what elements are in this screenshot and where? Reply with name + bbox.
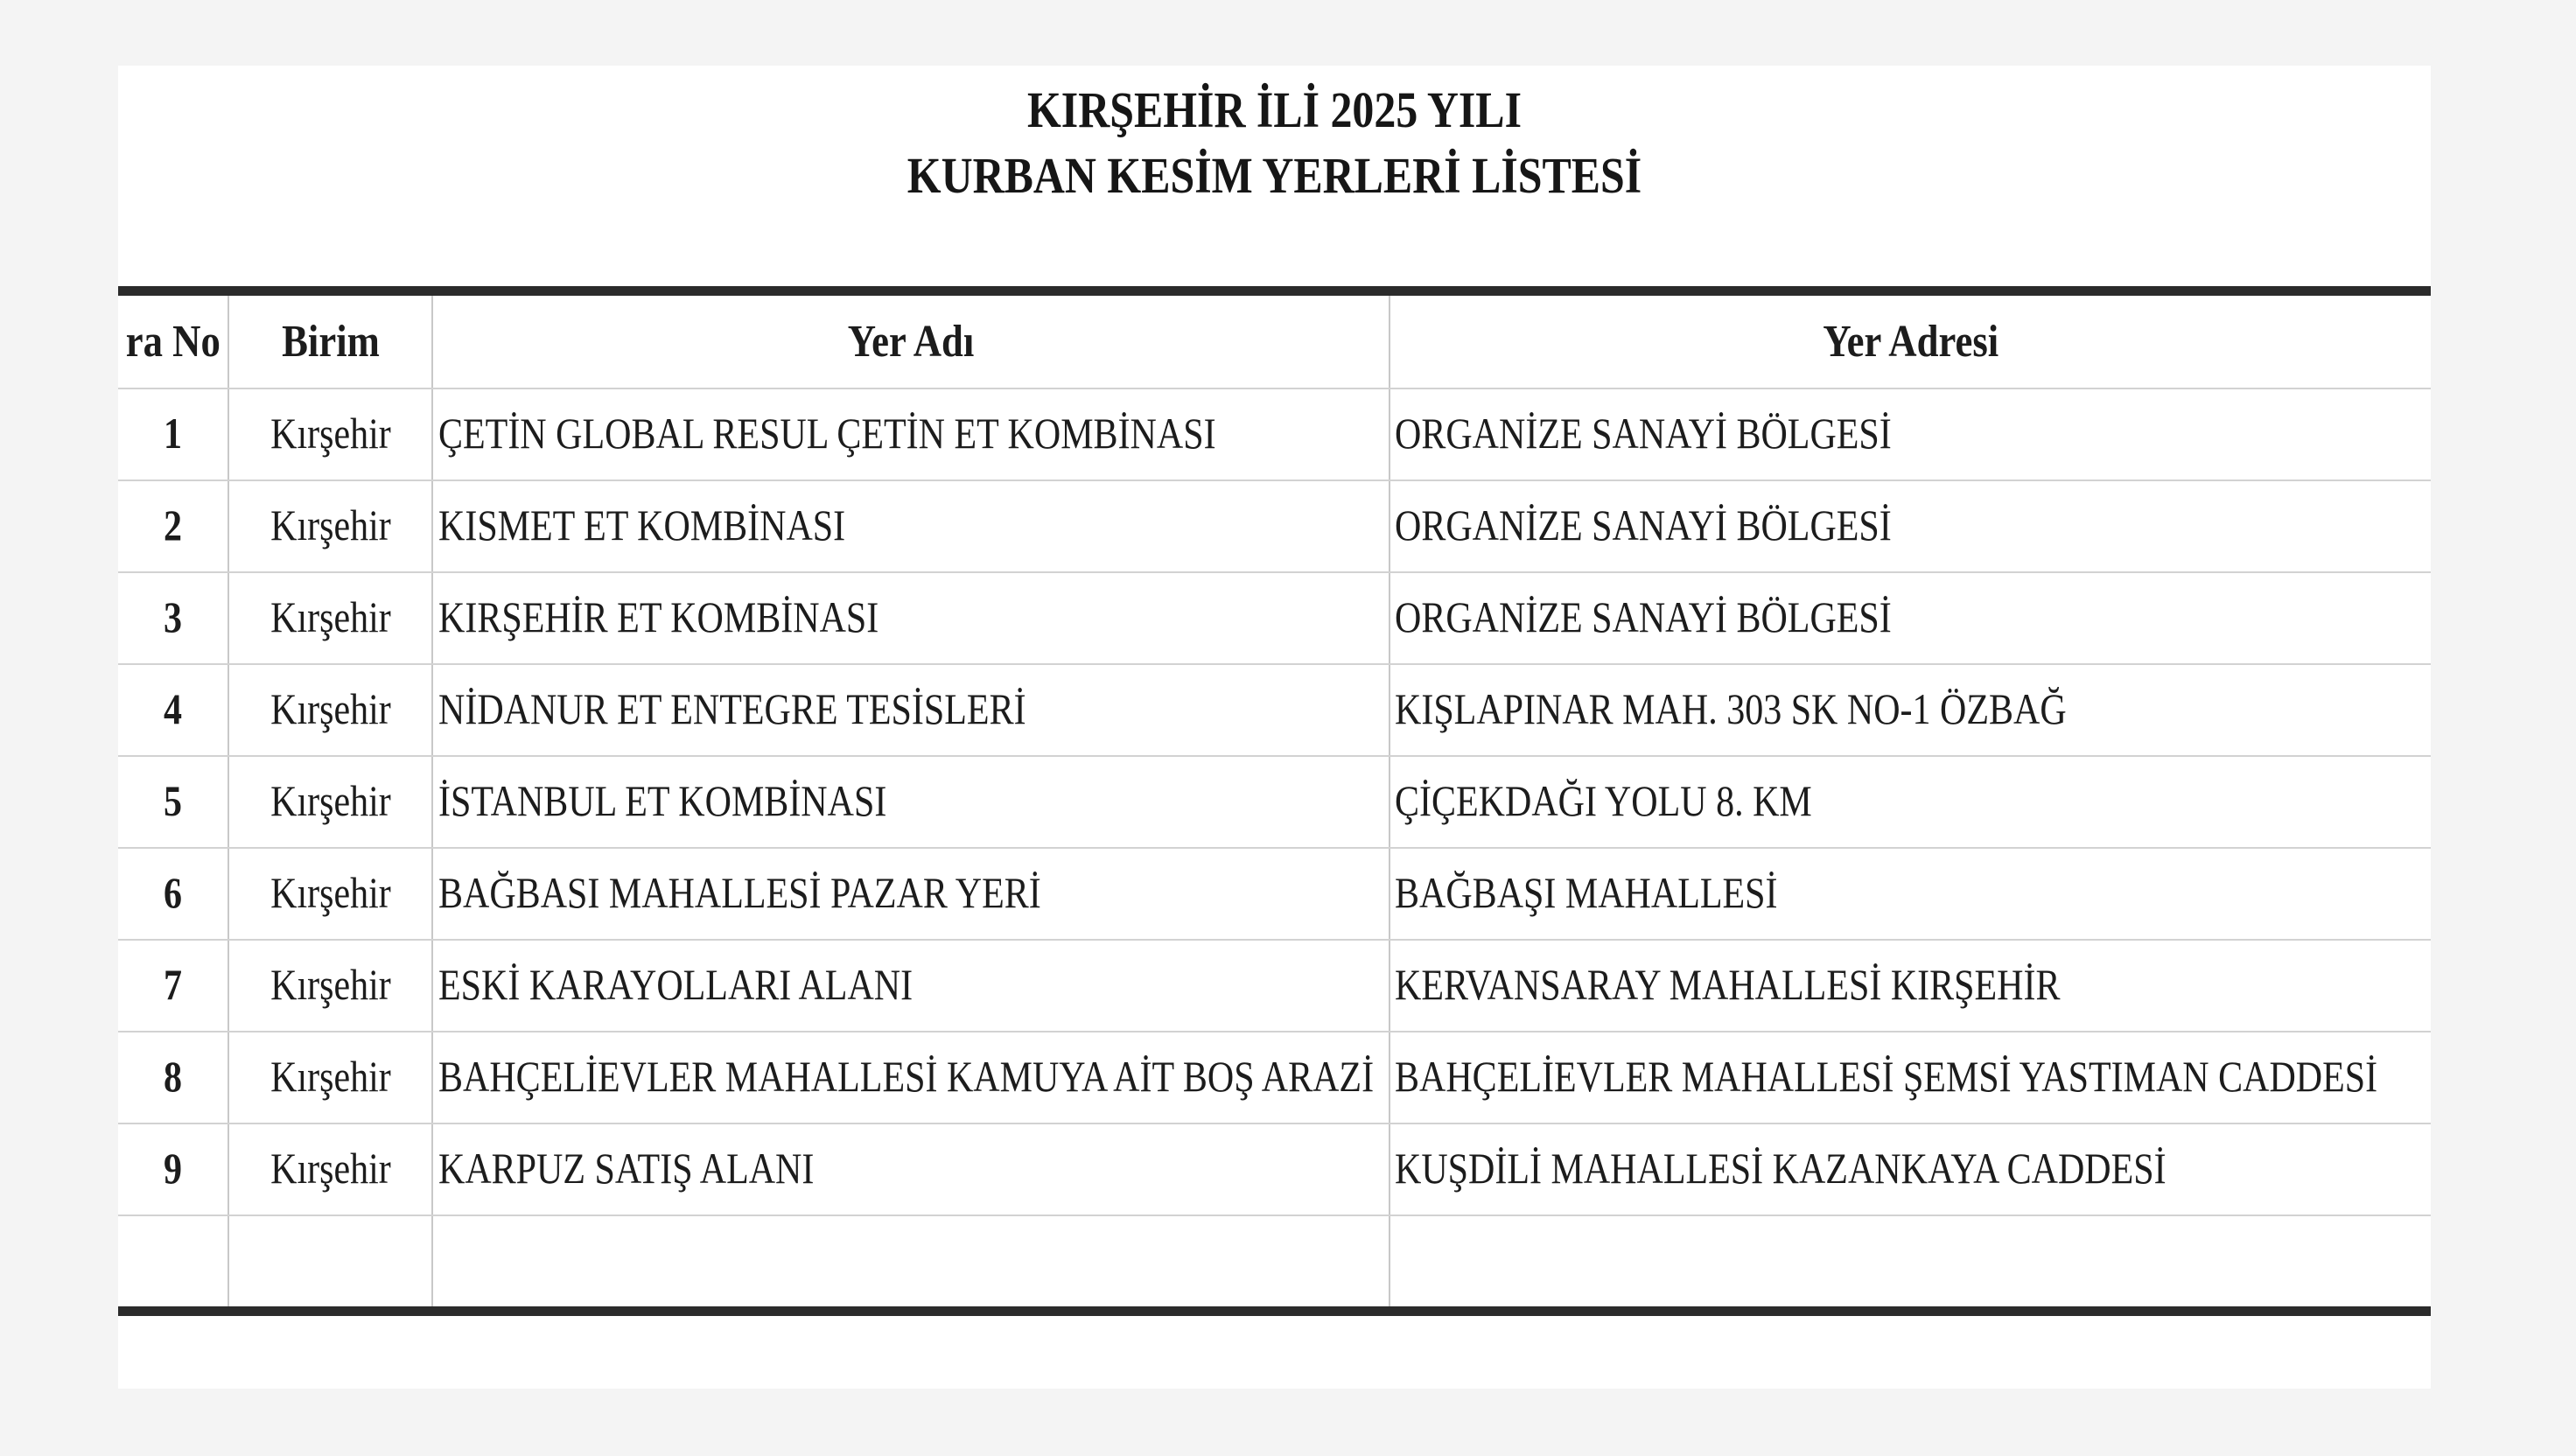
cell-sira-no: 9 [164,1144,182,1193]
cell-sira-no: 8 [164,1052,182,1101]
cell-sira-no: 5 [164,776,182,825]
table-row [118,388,2431,480]
cell-yer-adresi: ÇİÇEKDAĞI YOLU 8. KM [1395,776,1812,825]
cell-sira-no: 2 [164,500,182,550]
cell-yer-adi: BAĞBASI MAHALLESİ PAZAR YERİ [438,868,1041,917]
table-row [118,755,2431,847]
cell-yer-adresi: ORGANİZE SANAYİ BÖLGESİ [1395,500,1892,550]
cell-sira-no: 4 [164,684,182,733]
row-divider [118,1214,2431,1216]
cell-birim: Kırşehir [270,592,391,641]
table-row [118,847,2431,939]
table-row [118,1031,2431,1123]
table-row [118,480,2431,571]
cell-birim: Kırşehir [270,960,391,1009]
table-row [118,1123,2431,1214]
table-row [118,939,2431,1031]
table-row [118,571,2431,663]
cell-yer-adi: ÇETİN GLOBAL RESUL ÇETİN ET KOMBİNASI [438,409,1216,458]
cell-birim: Kırşehir [270,776,391,825]
cell-sira-no: 3 [164,592,182,641]
table-bottom-rule [118,1306,2431,1316]
cell-yer-adresi: BAĞBAŞI MAHALLESİ [1395,868,1778,917]
cell-sira-no: 1 [164,409,182,458]
cell-yer-adi: BAHÇELİEVLER MAHALLESİ KAMUYA AİT BOŞ ARAZİ [438,1052,1375,1101]
cell-birim: Kırşehir [270,684,391,733]
cell-yer-adi: KARPUZ SATIŞ ALANI [438,1144,815,1193]
cell-yer-adi: İSTANBUL ET KOMBİNASI [438,776,887,825]
cell-yer-adresi: BAHÇELİEVLER MAHALLESİ ŞEMSİ YASTIMAN CADDESİ [1395,1052,2378,1101]
table-top-rule [118,286,2431,296]
cell-sira-no: 6 [164,868,182,917]
cell-yer-adi: NİDANUR ET ENTEGRE TESİSLERİ [438,684,1026,733]
header-sira-no: ra No [125,317,220,367]
cell-birim: Kırşehir [270,868,391,917]
cell-yer-adi: KIRŞEHİR ET KOMBİNASI [438,592,879,641]
cell-yer-adi: ESKİ KARAYOLLARI ALANI [438,960,914,1009]
table-row [118,663,2431,755]
document-title-line1: KIRŞEHİR İLİ 2025 YILI [1026,81,1522,138]
cell-birim: Kırşehir [270,1052,391,1101]
cell-yer-adresi: KUŞDİLİ MAHALLESİ KAZANKAYA CADDESİ [1395,1144,2166,1193]
cell-yer-adresi: KERVANSARAY MAHALLESİ KIRŞEHİR [1395,960,2061,1009]
cell-birim: Kırşehir [270,1144,391,1193]
header-birim: Birim [281,317,380,367]
cell-yer-adresi: KIŞLAPINAR MAH. 303 SK NO-1 ÖZBAĞ [1395,684,2067,733]
cell-yer-adresi: ORGANİZE SANAYİ BÖLGESİ [1395,592,1892,641]
document-page [118,66,2431,1389]
document-title-line2: KURBAN KESİM YERLERİ LİSTESİ [906,147,1642,204]
cell-birim: Kırşehir [270,500,391,550]
cell-yer-adi: KISMET ET KOMBİNASI [438,500,846,550]
cell-sira-no: 7 [164,960,182,1009]
header-yer-adresi: Yer Adresi [1823,317,1998,367]
header-yer-adi: Yer Adı [847,317,975,367]
cell-birim: Kırşehir [270,409,391,458]
cell-yer-adresi: ORGANİZE SANAYİ BÖLGESİ [1395,409,1892,458]
